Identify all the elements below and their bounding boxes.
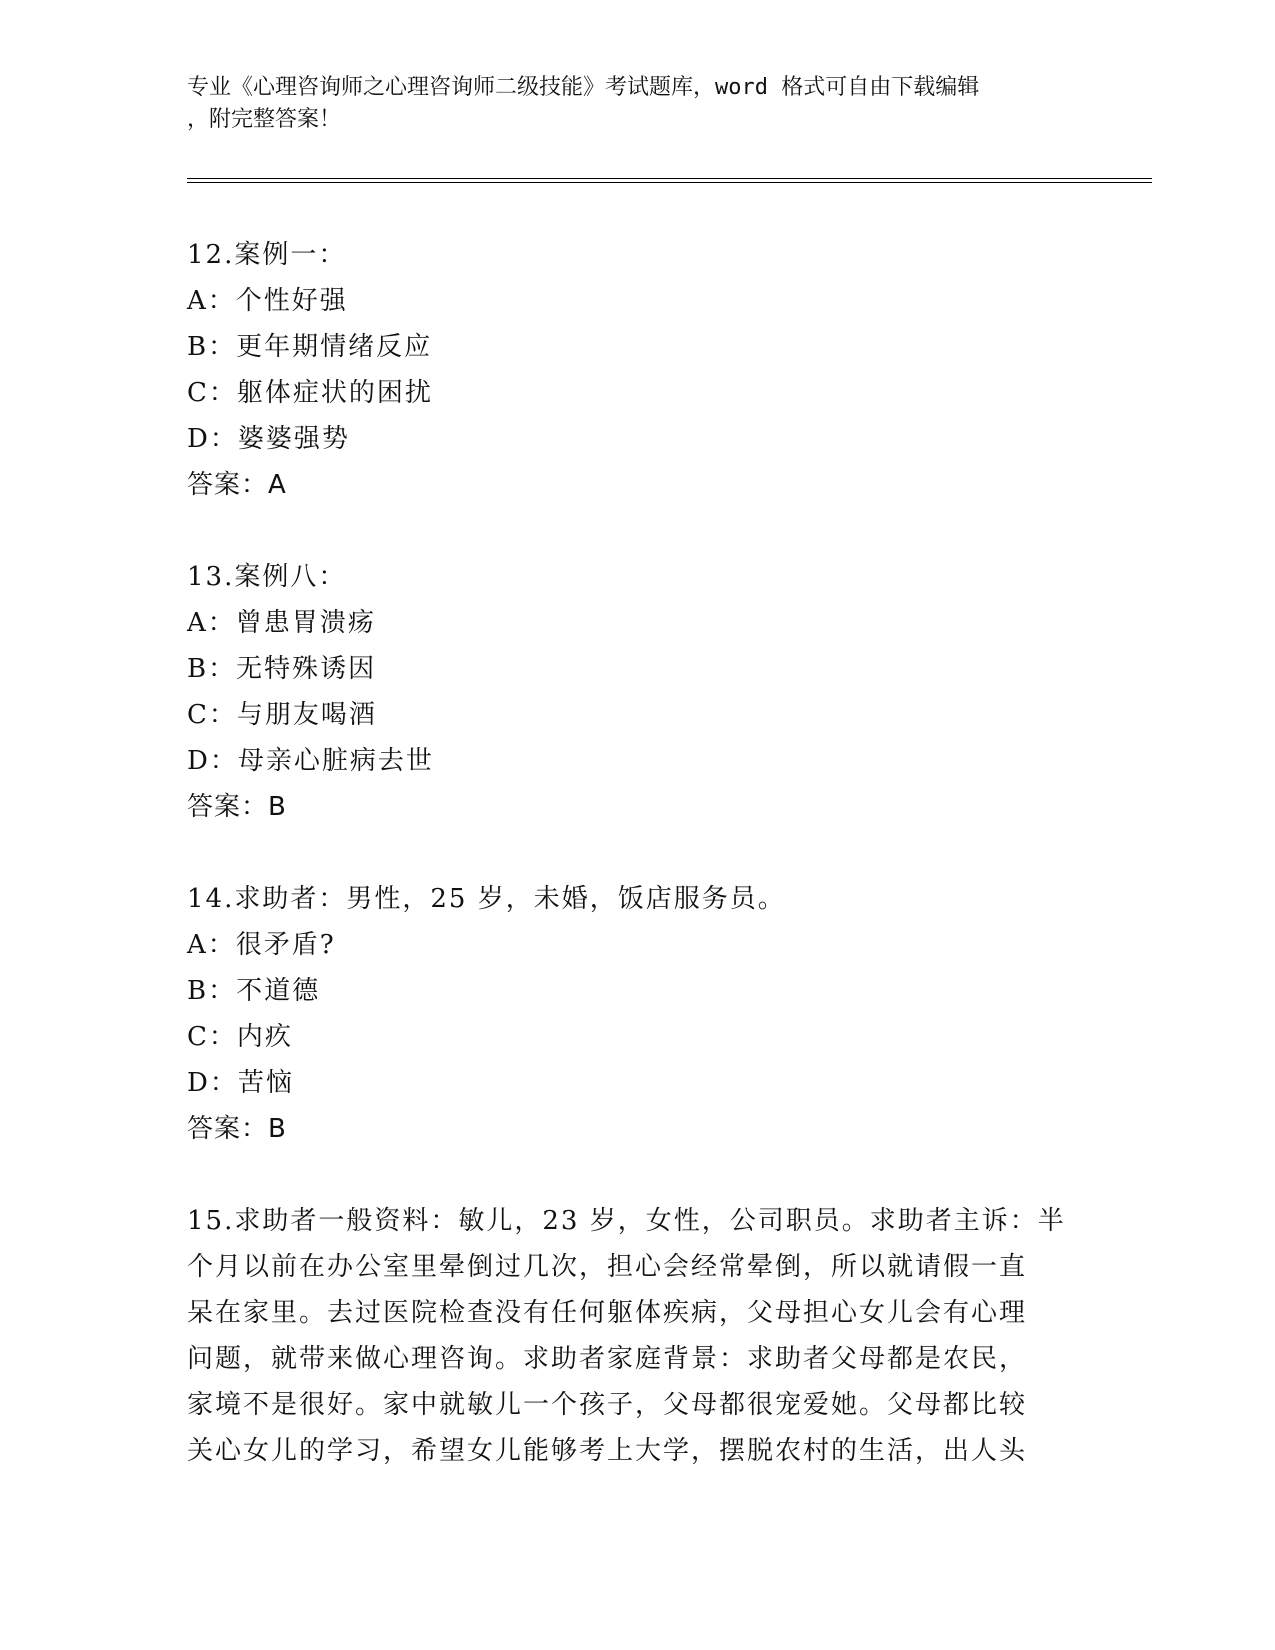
option-b: B：更年期情绪反应 [187,332,433,362]
question-15-line-6: 关心女儿的学习，希望女儿能够考上大学，摆脱农村的生活，出人头 [187,1436,1028,1466]
option-c: C：与朋友喝酒 [187,700,377,730]
option-a: A：个性好强 [187,286,348,316]
question-15-line-4: 问题，就带来做心理咨询。求助者家庭背景：求助者父母都是农民， [187,1344,1028,1374]
question-14 [187,876,1087,1152]
answer-line: 答案：B [187,1114,287,1144]
document-header [187,72,1067,136]
question-list [187,232,1087,1520]
question-stem: 12.案例一： [187,240,347,270]
option-c: C：躯体症状的困扰 [187,378,433,408]
question-stem: 14.求助者：男性，25 岁，未婚，饭店服务员。 [187,884,786,914]
question-15-line-1: 15.求助者一般资料：敏儿，23 岁，女性，公司职员。求助者主诉：半 [187,1206,1066,1236]
answer-line: 答案：B [187,792,287,822]
option-a: A：曾患胃溃疡 [187,608,376,638]
option-d: D：苦恼 [187,1068,294,1098]
question-15 [187,1198,1087,1474]
header-line-1: 专业《心理咨询师之心理咨询师二级技能》考试题库，word 格式可自由下载编辑 [187,75,980,100]
question-12 [187,232,1087,508]
option-d: D：婆婆强势 [187,424,350,454]
option-b: B：不道德 [187,976,321,1006]
question-stem: 13.案例八： [187,562,347,592]
option-a: A：很矛盾? [187,930,336,960]
option-b: B：无特殊诱因 [187,654,377,684]
answer-line: 答案：A [187,470,287,500]
option-d: D：母亲心脏病去世 [187,746,434,776]
question-15-line-5: 家境不是很好。家中就敏儿一个孩子，父母都很宠爱她。父母都比较 [187,1390,1028,1420]
question-13 [187,554,1087,830]
header-divider [187,178,1152,183]
header-line-2: ，附完整答案！ [187,107,342,132]
question-15-line-2: 个月以前在办公室里晕倒过几次，担心会经常晕倒，所以就请假一直 [187,1252,1028,1282]
question-15-line-3: 呆在家里。去过医院检查没有任何躯体疾病，父母担心女儿会有心理 [187,1298,1028,1328]
option-c: C：内疚 [187,1022,293,1052]
